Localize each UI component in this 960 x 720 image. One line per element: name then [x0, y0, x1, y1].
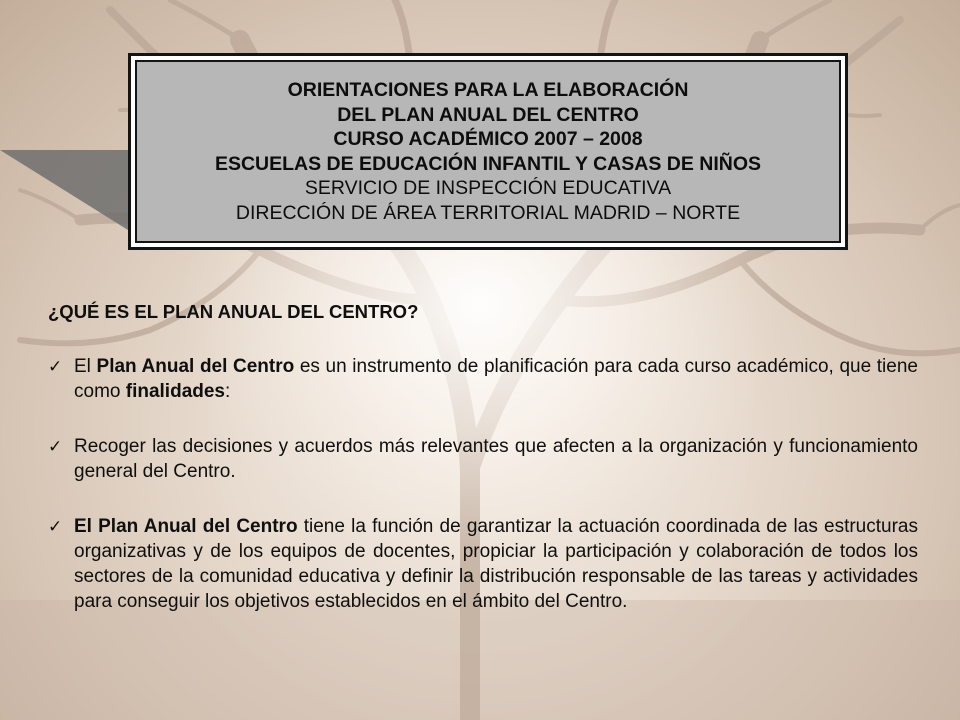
bullet-1-text-b: es un instrumento de planificación para cada curso académico, que tiene como: [74, 356, 918, 402]
title-box-inner: [135, 60, 841, 243]
section-question: ¿QUÉ ES EL PLAN ANUAL DEL CENTRO?: [48, 301, 419, 322]
bullet-3-text: tiene la función de garantizar la actuación coordinada de las estructuras organizativas y de los equipos de docentes, propiciar la participación y colaboración de todos los sectores de la comunidad educativa y definir la distribución responsable de las tareas y actividades para conseguir los objetivos establecidos en el ámbito del Centro.: [74, 516, 918, 612]
bullet-1-bold-a: Plan Anual del Centro: [96, 356, 295, 377]
bullet-2-text: Recoger las decisiones y acuerdos más relevantes que afecten a la organización y funcionamiento general del Centro.: [74, 436, 918, 482]
title-line-4: ESCUELAS DE EDUCACIÓN INFANTIL Y CASAS DE NIÑOS: [214, 152, 762, 175]
main-content: [48, 300, 918, 614]
bullet-1-text-a: El: [74, 356, 97, 377]
subtitle-line-1: SERVICIO DE INSPECCIÓN EDUCATIVA: [304, 177, 672, 199]
check-icon: ✓: [48, 437, 63, 456]
bullet-item-2: [48, 434, 918, 484]
subtitle-line-2: DIRECCIÓN DE ÁREA TERRITORIAL MADRID – NORTE: [235, 201, 741, 224]
title-box: [128, 53, 848, 250]
bullet-3-bold: El Plan Anual del Centro: [74, 516, 298, 537]
title-line-2: DEL PLAN ANUAL DEL CENTRO: [337, 103, 639, 126]
bullet-1-text-c: :: [225, 381, 231, 402]
bullet-1-bold-b: finalidades: [125, 381, 225, 402]
check-icon: ✓: [48, 517, 63, 536]
title-line-1: ORIENTACIONES PARA LA ELABORACIÓN: [287, 79, 689, 101]
title-line-3: CURSO ACADÉMICO 2007 – 2008: [333, 128, 643, 150]
check-icon: ✓: [48, 357, 63, 376]
bullet-item-3: [48, 514, 918, 614]
bullet-item-1: [48, 354, 918, 404]
